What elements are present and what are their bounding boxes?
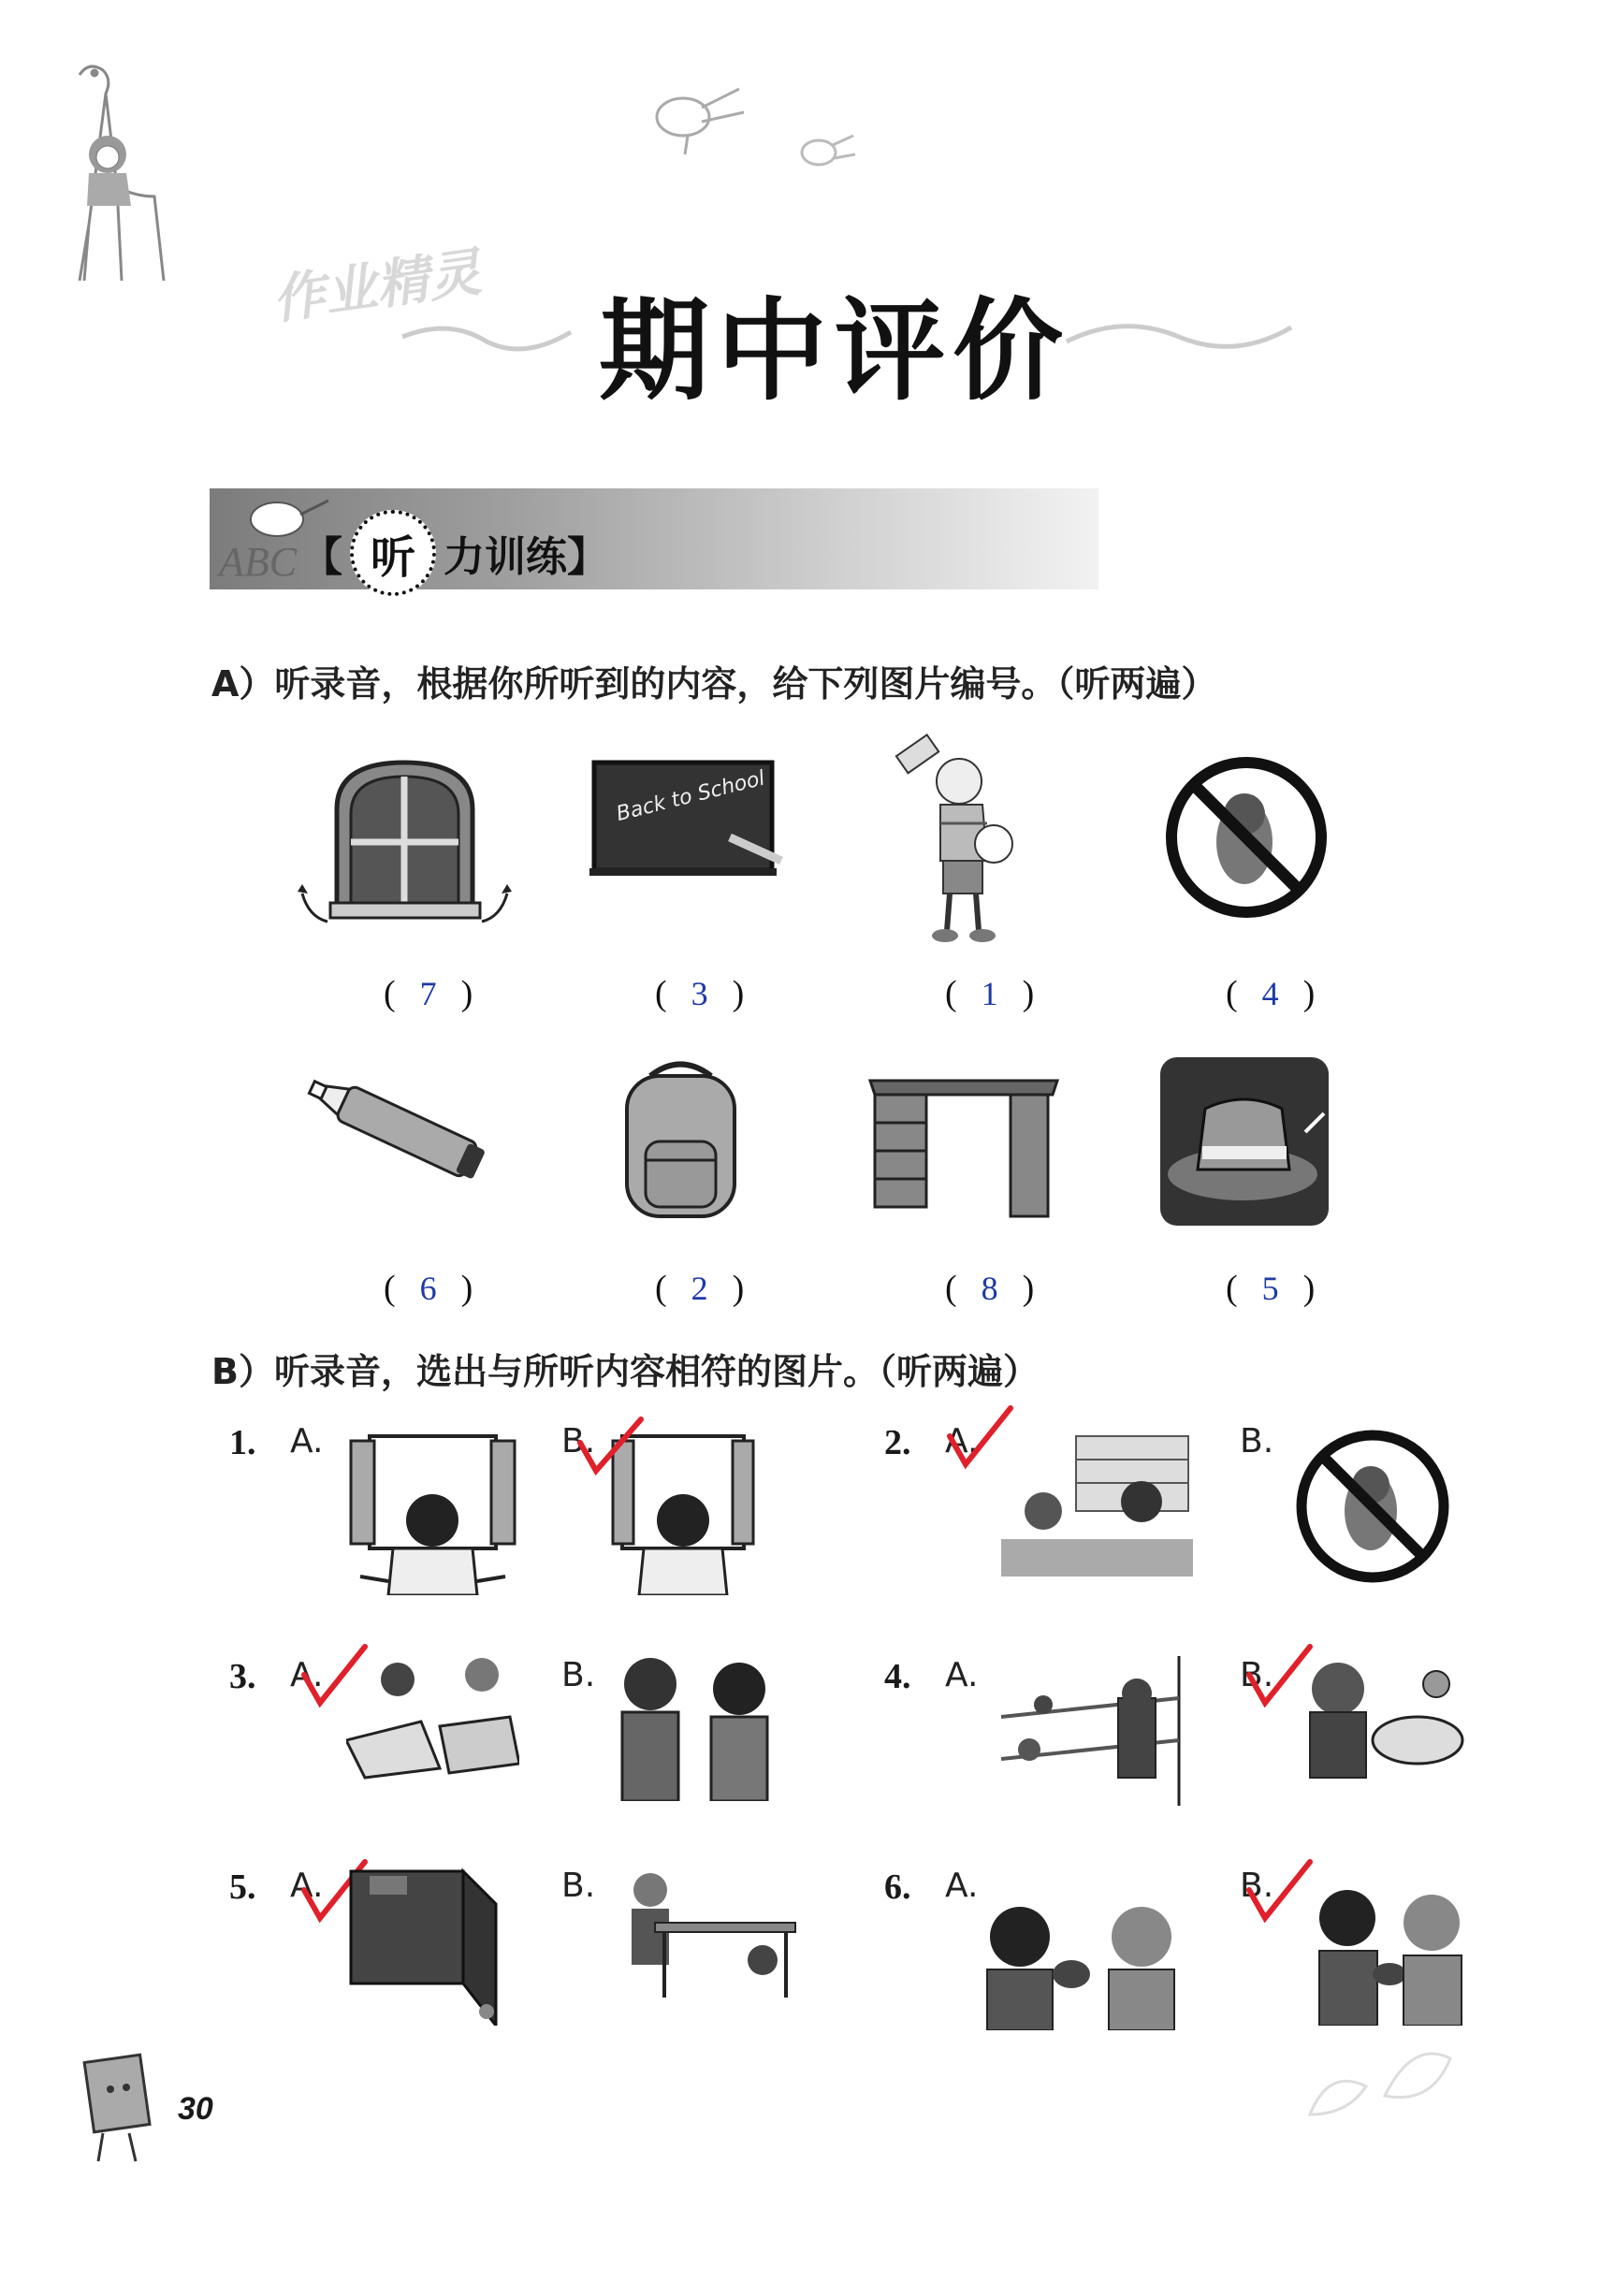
girls-with-cake-b-icon[interactable] — [1291, 1871, 1478, 2026]
option-b-label[interactable]: B. — [1240, 1656, 1274, 1694]
answer-blank[interactable]: ( 2 ) — [655, 1269, 745, 1308]
svg-text:ABC: ABC — [219, 539, 298, 585]
book-mascot-icon — [75, 2044, 164, 2166]
answer-blank[interactable]: ( 5 ) — [1226, 1269, 1316, 1308]
boy-opening-window-a-icon[interactable] — [346, 1427, 519, 1595]
question-number: 6. — [884, 1867, 911, 1907]
glue-stick-icon — [295, 1076, 501, 1184]
answer-blank[interactable]: ( 8 ) — [945, 1269, 1035, 1308]
giraffe-illustration — [51, 56, 192, 285]
option-b-label[interactable]: B. — [561, 1656, 596, 1694]
brand-watermark: 作业精灵 — [269, 241, 486, 332]
option-a-label[interactable]: A. — [290, 1422, 324, 1460]
option-a-label[interactable]: A. — [290, 1867, 324, 1905]
section-heading-rest: 力训练 — [444, 533, 567, 581]
answer-blank[interactable]: ( 6 ) — [384, 1269, 473, 1308]
leaf-doodle-icon — [1291, 2030, 1460, 2133]
listen-circle-char: 听 — [350, 510, 436, 596]
part-a-instruction: A）听录音，根据你所听到的内容，给下列图片编号。（听两遍） — [211, 663, 1217, 705]
left-swirl-decoration — [393, 309, 580, 365]
window-icon — [295, 753, 515, 926]
page-title: 期中评价 — [599, 286, 1071, 415]
kids-at-desks-a-icon[interactable] — [346, 1656, 519, 1782]
cat-at-food-shelf-a-icon[interactable] — [1001, 1656, 1188, 1806]
page-number: 30 — [178, 2091, 213, 2127]
option-b-label[interactable]: B. — [561, 1422, 596, 1460]
question-number: 5. — [229, 1867, 256, 1907]
option-a-label[interactable]: A. — [290, 1656, 324, 1694]
section-heading — [301, 510, 608, 596]
answer-blank[interactable]: ( 4 ) — [1226, 974, 1316, 1013]
question-number: 4. — [884, 1657, 911, 1696]
option-b-label[interactable]: B. — [561, 1867, 596, 1905]
open-door-mouse-a-icon[interactable] — [346, 1867, 510, 2026]
bracket-right: 】 — [567, 533, 608, 581]
blackboard-icon — [589, 758, 786, 879]
question-number: 2. — [884, 1423, 911, 1462]
right-swirl-decoration — [1057, 299, 1301, 374]
bird-doodle-icon — [646, 75, 758, 159]
check-mark-icon — [575, 1415, 646, 1480]
boy-drinking-icon — [889, 730, 1029, 945]
question-number: 3. — [229, 1657, 256, 1696]
option-a-label[interactable]: A. — [945, 1867, 979, 1905]
small-bird-doodle-icon — [795, 126, 861, 178]
option-b-label[interactable]: B. — [1240, 1867, 1274, 1905]
two-kids-talking-b-icon[interactable] — [599, 1651, 795, 1801]
boy-under-table-b-icon[interactable] — [599, 1867, 800, 2002]
library-boy-sleeping-a-icon[interactable] — [1001, 1431, 1193, 1581]
answer-blank[interactable]: ( 7 ) — [384, 974, 473, 1013]
no-cat-sign-icon[interactable] — [1291, 1427, 1455, 1586]
backpack-icon — [608, 1053, 753, 1226]
question-number: 1. — [229, 1423, 256, 1462]
answer-blank[interactable]: ( 3 ) — [655, 974, 745, 1013]
option-a-label[interactable]: A. — [945, 1656, 979, 1694]
desk-icon — [861, 1067, 1067, 1221]
girl-with-cake-a-icon[interactable] — [968, 1899, 1198, 2030]
part-b-instruction: B）听录音，选出与所听内容相符的图片。（听两遍） — [211, 1351, 1039, 1392]
cat-and-mouse-cake-b-icon[interactable] — [1291, 1656, 1469, 1787]
cat-under-hat-icon — [1160, 1057, 1329, 1226]
bracket-left: 【 — [301, 533, 342, 581]
option-b-label[interactable]: B. — [1240, 1422, 1274, 1460]
no-cat-sign-icon — [1160, 753, 1333, 922]
answer-blank[interactable]: ( 1 ) — [945, 974, 1035, 1013]
option-a-label[interactable]: A. — [945, 1422, 979, 1460]
blackboard-text: Back to School — [614, 766, 768, 827]
